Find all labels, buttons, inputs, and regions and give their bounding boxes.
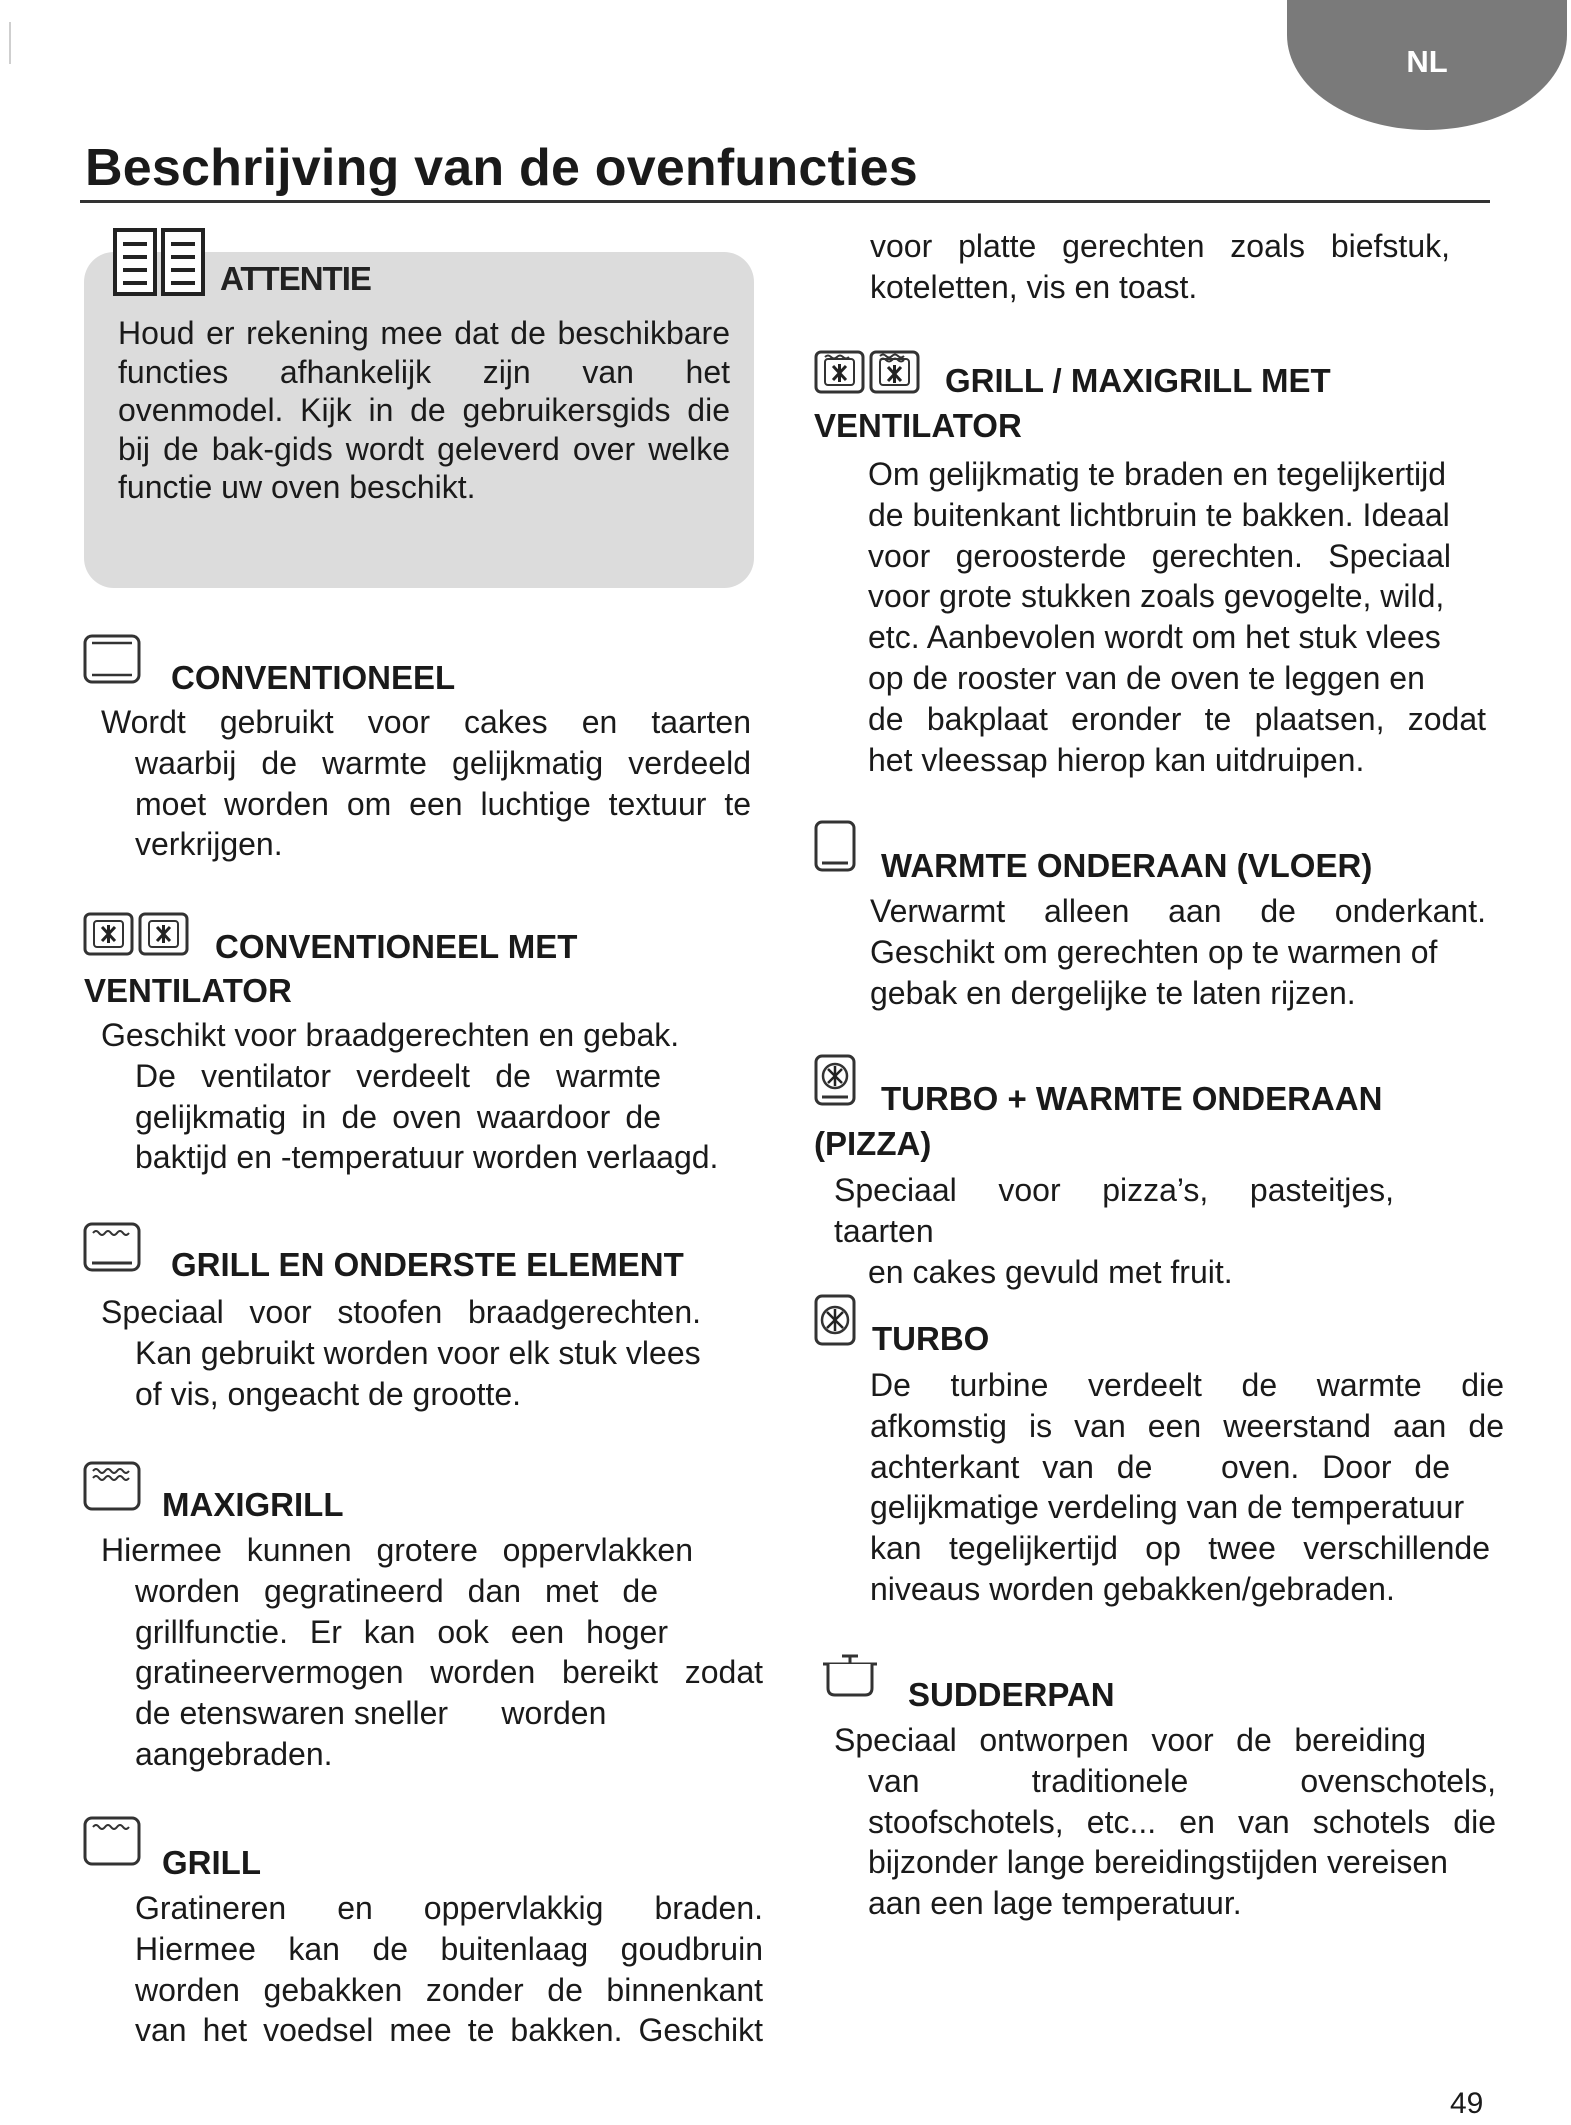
oven-fan-icon <box>83 912 189 956</box>
oven-grill-bottom-icon <box>83 1222 141 1272</box>
attention-text: Houd er rekening mee dat de beschikbare functies afhankelijk zijn van het ovenmodel. Kijk in de gebruikersgids die bij de bak-gids wordt geleverd over welke functie uw oven beschikt. <box>118 315 730 505</box>
oven-maxigrill-icon <box>83 1461 141 1511</box>
oven-turbo-bottom-icon <box>814 1054 856 1106</box>
turbo-warmte-onderaan-description: Speciaal voor pizza’s, pasteitjes, taarten en cakes gevuld met fruit. <box>834 1172 1394 1290</box>
attention-label: ATTENTIE <box>220 260 371 297</box>
maxigrill-description: Hiermee kunnen grotere oppervlakken worden gegratineerd dan met de grillfunctie. Er kan ook een hoger gratineervermogen worden bereikt zodat de etenswaren sneller worden aangebraden. <box>101 1532 763 1772</box>
grill-description-continued: voor platte gerechten zoals biefstuk, koteletten, vis en toast. <box>870 228 1450 305</box>
grill-maxigrill-ventilator-title-line2: VENTILATOR <box>814 407 1022 444</box>
turbo-warmte-onderaan-title-line1: TURBO + WARMTE ONDERAAN <box>881 1080 1383 1117</box>
turbo-title: TURBO <box>872 1320 990 1357</box>
oven-grill-fan-icon <box>814 350 920 394</box>
grill-maxigrill-ventilator-description: Om gelijkmatig te braden en tegelijkertijd de buitenkant lichtbruin te bakken. Ideaal voor geroosterde gerechten. Speciaal voor grote stukken zoals gevogelte, wild, etc. Aanbevolen wordt om het stuk vlees op de rooster van de oven te leggen en de bakplaat eronder te plaatsen, zodat het vleessap hierop kan uitdruipen. <box>868 456 1486 778</box>
sudderpan-title: SUDDERPAN <box>908 1676 1115 1713</box>
conventioneel-description: Wordt gebruikt voor cakes en taarten waarbij de warmte gelijkmatig verdeeld moet worden om een luchtige textuur te verkrijgen. <box>101 704 751 863</box>
warmte-onderaan-description: Verwarmt alleen aan de onderkant. Geschikt om gerechten op te warmen of gebak en dergelijke te laten rijzen. <box>870 893 1486 1011</box>
oven-bottom-heat-icon <box>814 820 856 872</box>
manual-book-icon <box>112 226 206 300</box>
grill-title: GRILL <box>162 1844 261 1881</box>
conventioneel-ventilator-title-line2: VENTILATOR <box>84 972 292 1009</box>
sudderpan-description: Speciaal ontworpen voor de bereiding van traditionele ovenschotels, stoofschotels, etc... en van schotels die bijzonder lange bereidingstijden vereisen aan een lage temperatuur. <box>834 1722 1496 1922</box>
page-edge-mark <box>9 22 11 64</box>
page-title: Beschrijving van de ovenfuncties <box>85 139 918 197</box>
grill-ondersteel-title: GRILL EN ONDERSTE ELEMENT <box>171 1246 684 1283</box>
turbo-warmte-onderaan-title-line2: (PIZZA) <box>814 1125 932 1162</box>
conventioneel-ventilator-title-line1: CONVENTIONEEL MET <box>215 928 578 965</box>
grill-description: Gratineren en oppervlakkig braden. Hiermee kan de buitenlaag goudbruin worden gebakken zonder de binnenkant van het voedsel mee te bakken. Geschikt <box>135 1890 763 2049</box>
oven-turbo-icon <box>814 1294 856 1346</box>
turbo-description: De turbine verdeelt de warmte die afkomstig is van een weerstand aan de achterkant van de oven. Door de gelijkmatige verdeling van de temperatuur kan tegelijkertijd op twee verschillende niveaus worden gebakken/gebraden. <box>870 1367 1504 1607</box>
language-tab <box>1287 0 1567 130</box>
language-tab-label: NL <box>1406 44 1448 79</box>
oven-grill-icon <box>83 1816 141 1866</box>
maxigrill-title: MAXIGRILL <box>162 1486 344 1523</box>
pot-icon <box>820 1652 880 1698</box>
warmte-onderaan-title: WARMTE ONDERAAN (VLOER) <box>881 847 1373 884</box>
conventioneel-ventilator-description: Geschikt voor braadgerechten en gebak. De ventilator verdeelt de warmte gelijkmatig in de oven waardoor de baktijd en -temperatuur worden verlaagd. <box>101 1017 719 1176</box>
grill-ondersteel-description: Speciaal voor stoofen braadgerechten. Kan gebruikt worden voor elk stuk vlees of vis, ongeacht de grootte. <box>101 1294 701 1412</box>
oven-conventional-icon <box>83 634 141 684</box>
grill-maxigrill-ventilator-title-line1: GRILL / MAXIGRILL MET <box>945 362 1331 399</box>
conventioneel-title: CONVENTIONEEL <box>171 659 456 696</box>
title-divider <box>80 200 1490 203</box>
page-number: 49 <box>1450 2087 1484 2120</box>
